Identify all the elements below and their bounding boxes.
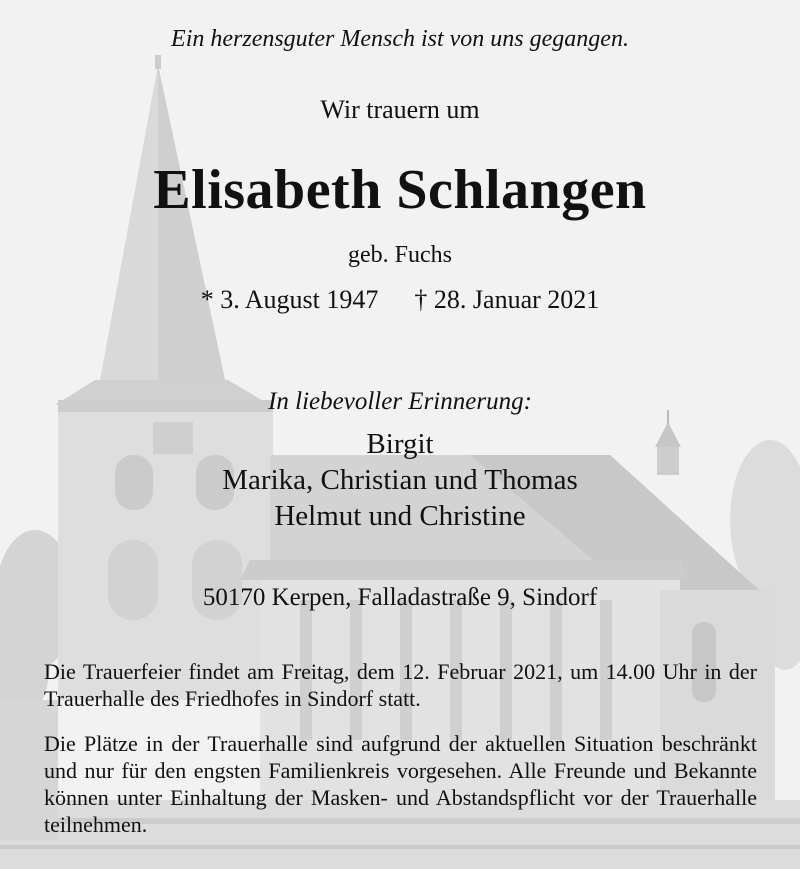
attendance-info-paragraph: Die Plätze in der Trauerhalle sind aufgrund der aktuellen Situation beschränkt und nur für den engsten Familienkreis vorgesehen. Alle Freunde und Bekannte können unter Einhaltung der Masken- und Abstandspflicht vor der Trauerhalle teilnehmen.	[44, 731, 757, 837]
birth-date: * 3. August 1947	[200, 285, 379, 314]
remembrance-heading: In liebevoller Erinnerung:	[268, 388, 532, 415]
intro-line: Wir trauern um	[320, 95, 480, 124]
death-date: † 28. Januar 2021	[414, 285, 600, 314]
funeral-info-paragraph: Die Trauerfeier findet am Freitag, dem 12. Februar 2021, um 14.00 Uhr in der Trauerhalle des Friedhofes in Sindorf statt.	[44, 659, 757, 711]
motto: Ein herzensguter Mensch ist von uns gegangen.	[171, 26, 629, 52]
mourner-line: Helmut und Christine	[274, 500, 526, 532]
mourners-list	[0, 426, 800, 534]
mourner-line: Birgit	[366, 428, 434, 460]
deceased-name: Elisabeth Schlangen	[153, 159, 647, 221]
address: 50170 Kerpen, Falladastraße 9, Sindorf	[202, 584, 598, 611]
life-dates	[0, 285, 800, 315]
mourner-line: Marika, Christian und Thomas	[222, 464, 578, 496]
maiden-name: geb. Fuchs	[348, 242, 452, 268]
